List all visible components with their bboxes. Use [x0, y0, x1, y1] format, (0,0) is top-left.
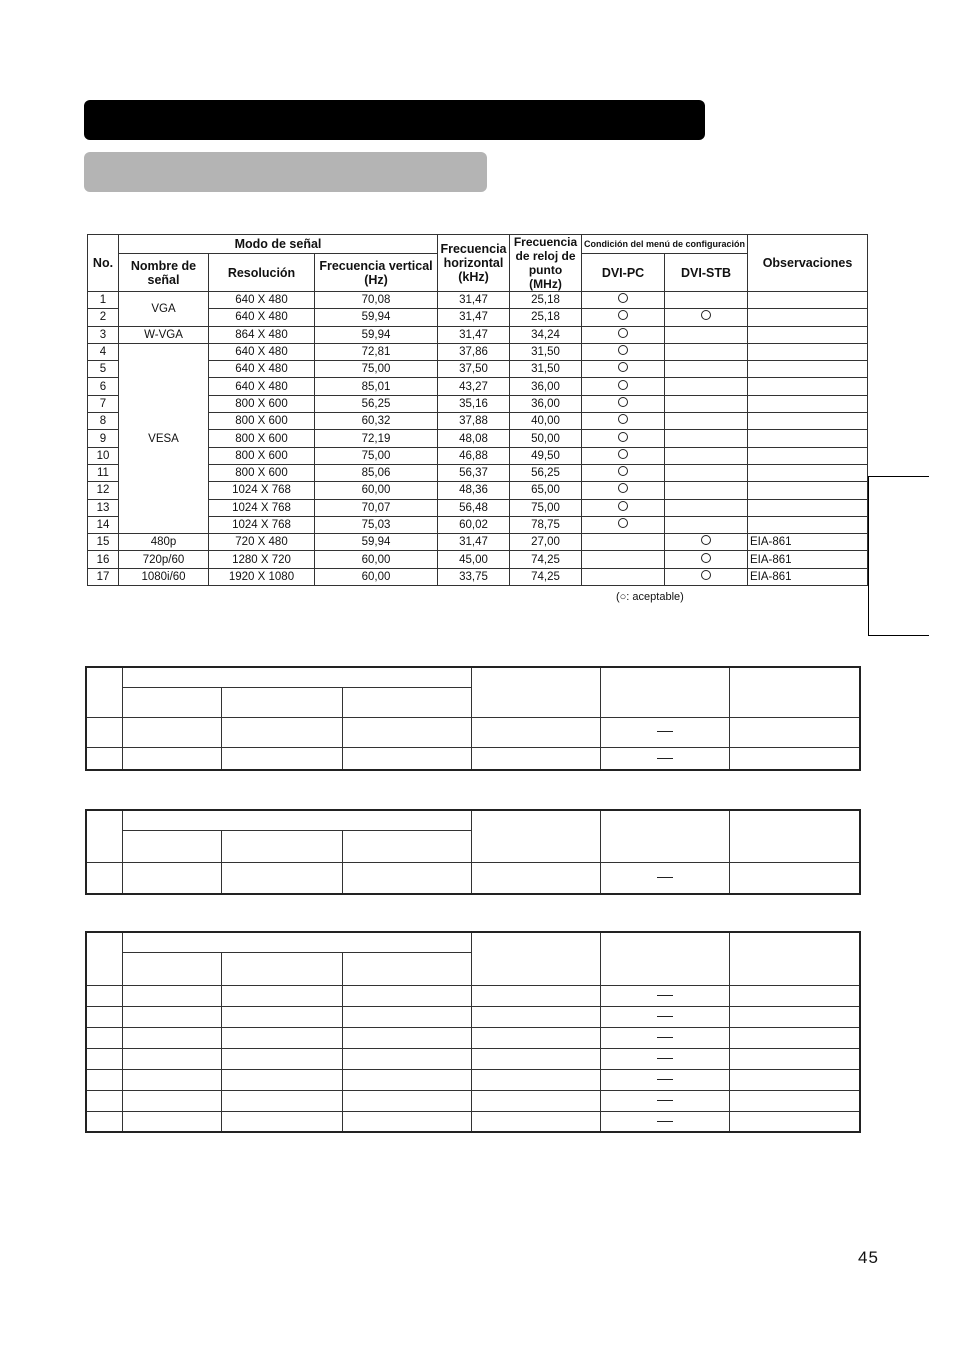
- resolution: 800 X 600: [209, 413, 315, 430]
- dash-mark: [657, 758, 673, 759]
- row-no: 14: [88, 516, 119, 533]
- dash-mark: [657, 995, 673, 996]
- dot-clock-frequency: 25,18: [510, 309, 582, 326]
- resolution: 800 X 600: [209, 447, 315, 464]
- resolution: 800 X 600: [209, 464, 315, 481]
- dash-mark: [657, 1037, 673, 1038]
- dot-clock-frequency: 75,00: [510, 499, 582, 516]
- horizontal-frequency: 48,08: [438, 430, 510, 447]
- dvi-stb-cell: [665, 430, 748, 447]
- resolution: 640 X 480: [209, 361, 315, 378]
- dash-mark: [657, 1016, 673, 1017]
- dvi-pc-cell: [582, 326, 665, 343]
- resolution: 640 X 480: [209, 292, 315, 309]
- dvi-pc-cell: [582, 361, 665, 378]
- dot-clock-frequency: 25,18: [510, 292, 582, 309]
- acceptable-circle-icon: [618, 380, 628, 390]
- horizontal-frequency: 37,86: [438, 343, 510, 360]
- row-no: 16: [88, 551, 119, 568]
- horizontal-frequency: 35,16: [438, 395, 510, 412]
- vertical-frequency: 56,25: [315, 395, 438, 412]
- signal-name: 720p/60: [119, 551, 209, 568]
- acceptable-circle-icon: [618, 328, 628, 338]
- dvi-stb-cell: [665, 395, 748, 412]
- dvi-pc-cell: [582, 343, 665, 360]
- resolution: 1280 X 720: [209, 551, 315, 568]
- dot-clock-frequency: 74,25: [510, 551, 582, 568]
- dash-mark: [657, 877, 673, 878]
- dvi-pc-cell: [582, 309, 665, 326]
- dot-clock-frequency: 27,00: [510, 534, 582, 551]
- resolution: 640 X 480: [209, 309, 315, 326]
- dvi-stb-cell: [665, 378, 748, 395]
- observations: [748, 292, 868, 309]
- resolution: 1920 X 1080: [209, 568, 315, 585]
- dash-mark: [657, 731, 673, 732]
- vertical-frequency: 72,19: [315, 430, 438, 447]
- row-no: 17: [88, 568, 119, 585]
- row-no: 15: [88, 534, 119, 551]
- vertical-frequency: 75,00: [315, 361, 438, 378]
- dvi-pc-cell: [582, 551, 665, 568]
- acceptable-note: (○: aceptable): [616, 591, 684, 603]
- table-row: [88, 534, 868, 551]
- resolution: 1024 X 768: [209, 516, 315, 533]
- acceptable-circle-icon: [618, 501, 628, 511]
- dvi-stb-cell: [665, 568, 748, 585]
- acceptable-circle-icon: [618, 414, 628, 424]
- signal-name: VESA: [119, 343, 209, 533]
- dvi-stb-cell: [665, 551, 748, 568]
- dvi-stb-cell: [665, 361, 748, 378]
- dot-clock-frequency: 31,50: [510, 343, 582, 360]
- dvi-stb-cell: [665, 464, 748, 481]
- signal-name: VGA: [119, 292, 209, 327]
- vertical-frequency: 59,94: [315, 326, 438, 343]
- row-no: 12: [88, 482, 119, 499]
- dvi-stb-cell: [665, 326, 748, 343]
- vertical-frequency: 60,32: [315, 413, 438, 430]
- signal-table: [87, 234, 868, 586]
- vertical-frequency: 60,00: [315, 551, 438, 568]
- dvi-pc-cell: [582, 516, 665, 533]
- row-no: 13: [88, 499, 119, 516]
- header-dvi-pc: DVI-PC: [582, 254, 665, 292]
- vertical-frequency: 59,94: [315, 309, 438, 326]
- dash-mark: [657, 1100, 673, 1101]
- resolution: 864 X 480: [209, 326, 315, 343]
- acceptable-circle-icon: [701, 535, 711, 545]
- dvi-stb-cell: [665, 309, 748, 326]
- vertical-frequency: 85,01: [315, 378, 438, 395]
- page-number: 45: [858, 1248, 879, 1267]
- dvi-pc-cell: [582, 395, 665, 412]
- resolution: 720 X 480: [209, 534, 315, 551]
- dvi-stb-cell: [665, 516, 748, 533]
- signal-name: 1080i/60: [119, 568, 209, 585]
- observations: [748, 413, 868, 430]
- acceptable-circle-icon: [701, 553, 711, 563]
- acceptable-circle-icon: [618, 466, 628, 476]
- acceptable-circle-icon: [618, 518, 628, 528]
- row-no: 7: [88, 395, 119, 412]
- horizontal-frequency: 31,47: [438, 309, 510, 326]
- vertical-frequency: 75,03: [315, 516, 438, 533]
- observations: [748, 361, 868, 378]
- section-subtitle-bar: [84, 152, 487, 192]
- dot-clock-frequency: 36,00: [510, 378, 582, 395]
- acceptable-circle-icon: [701, 570, 711, 580]
- observations: [748, 326, 868, 343]
- horizontal-frequency: 56,48: [438, 499, 510, 516]
- observations: [748, 378, 868, 395]
- vertical-frequency: 59,94: [315, 534, 438, 551]
- observations: [748, 447, 868, 464]
- row-no: 2: [88, 309, 119, 326]
- acceptable-circle-icon: [618, 397, 628, 407]
- dvi-stb-cell: [665, 534, 748, 551]
- observations: [748, 343, 868, 360]
- dvi-stb-cell: [665, 413, 748, 430]
- dot-clock-frequency: 40,00: [510, 413, 582, 430]
- observations: [748, 482, 868, 499]
- row-no: 6: [88, 378, 119, 395]
- acceptable-circle-icon: [618, 362, 628, 372]
- side-tab: [868, 476, 929, 636]
- observations: [748, 309, 868, 326]
- dvi-stb-cell: [665, 482, 748, 499]
- horizontal-frequency: 31,47: [438, 292, 510, 309]
- dash-mark: [657, 1058, 673, 1059]
- observations: [748, 464, 868, 481]
- dot-clock-frequency: 49,50: [510, 447, 582, 464]
- vertical-frequency: 75,00: [315, 447, 438, 464]
- empty-table-3: [85, 931, 861, 1133]
- observations: EIA-861: [748, 551, 868, 568]
- signal-name: 480p: [119, 534, 209, 551]
- horizontal-frequency: 48,36: [438, 482, 510, 499]
- observations: EIA-861: [748, 534, 868, 551]
- dvi-pc-cell: [582, 378, 665, 395]
- dot-clock-frequency: 36,00: [510, 395, 582, 412]
- table-row: [88, 551, 868, 568]
- row-no: 11: [88, 464, 119, 481]
- row-no: 10: [88, 447, 119, 464]
- dot-clock-frequency: 34,24: [510, 326, 582, 343]
- dvi-pc-cell: [582, 464, 665, 481]
- observations: [748, 395, 868, 412]
- acceptable-circle-icon: [618, 432, 628, 442]
- dvi-pc-cell: [582, 482, 665, 499]
- dot-clock-frequency: 56,25: [510, 464, 582, 481]
- horizontal-frequency: 60,02: [438, 516, 510, 533]
- acceptable-circle-icon: [618, 293, 628, 303]
- row-no: 9: [88, 430, 119, 447]
- dvi-stb-cell: [665, 343, 748, 360]
- dot-clock-frequency: 31,50: [510, 361, 582, 378]
- resolution: 640 X 480: [209, 343, 315, 360]
- observations: [748, 516, 868, 533]
- resolution: 1024 X 768: [209, 482, 315, 499]
- vertical-frequency: 60,00: [315, 568, 438, 585]
- resolution: 1024 X 768: [209, 499, 315, 516]
- section-title-bar: [84, 100, 705, 140]
- dvi-pc-cell: [582, 568, 665, 585]
- header-observaciones: Observaciones: [748, 235, 868, 292]
- row-no: 1: [88, 292, 119, 309]
- dot-clock-frequency: 78,75: [510, 516, 582, 533]
- horizontal-frequency: 46,88: [438, 447, 510, 464]
- vertical-frequency: 70,07: [315, 499, 438, 516]
- vertical-frequency: 70,08: [315, 292, 438, 309]
- header-frec-vertical: Frecuencia vertical (Hz): [315, 254, 438, 292]
- dvi-stb-cell: [665, 447, 748, 464]
- header-modo: Modo de señal: [119, 235, 438, 254]
- acceptable-circle-icon: [618, 483, 628, 493]
- header-frec-reloj: Frecuencia de reloj de punto (MHz): [510, 235, 582, 292]
- table-row: [88, 326, 868, 343]
- horizontal-frequency: 43,27: [438, 378, 510, 395]
- horizontal-frequency: 37,88: [438, 413, 510, 430]
- observations: [748, 430, 868, 447]
- acceptable-circle-icon: [701, 310, 711, 320]
- header-resolucion: Resolución: [209, 254, 315, 292]
- acceptable-circle-icon: [618, 310, 628, 320]
- horizontal-frequency: 45,00: [438, 551, 510, 568]
- resolution: 800 X 600: [209, 395, 315, 412]
- empty-table-2: [85, 809, 861, 895]
- dvi-pc-cell: [582, 447, 665, 464]
- header-dvi-stb: DVI-STB: [665, 254, 748, 292]
- header-condicion: Condición del menú de configuración: [582, 235, 748, 254]
- row-no: 5: [88, 361, 119, 378]
- dot-clock-frequency: 65,00: [510, 482, 582, 499]
- table-row: [88, 343, 868, 360]
- row-no: 3: [88, 326, 119, 343]
- observations: EIA-861: [748, 568, 868, 585]
- dvi-stb-cell: [665, 292, 748, 309]
- horizontal-frequency: 33,75: [438, 568, 510, 585]
- row-no: 4: [88, 343, 119, 360]
- resolution: 800 X 600: [209, 430, 315, 447]
- signal-name: W-VGA: [119, 326, 209, 343]
- dvi-pc-cell: [582, 499, 665, 516]
- dash-mark: [657, 1079, 673, 1080]
- row-no: 8: [88, 413, 119, 430]
- dot-clock-frequency: 50,00: [510, 430, 582, 447]
- dvi-pc-cell: [582, 430, 665, 447]
- dvi-pc-cell: [582, 534, 665, 551]
- dvi-pc-cell: [582, 413, 665, 430]
- horizontal-frequency: 56,37: [438, 464, 510, 481]
- horizontal-frequency: 31,47: [438, 326, 510, 343]
- header-nombre: Nombre de señal: [119, 254, 209, 292]
- dvi-pc-cell: [582, 292, 665, 309]
- acceptable-circle-icon: [618, 345, 628, 355]
- vertical-frequency: 85,06: [315, 464, 438, 481]
- horizontal-frequency: 31,47: [438, 534, 510, 551]
- header-no: No.: [88, 235, 119, 292]
- vertical-frequency: 60,00: [315, 482, 438, 499]
- header-frec-horizontal: Frecuencia horizontal (kHz): [438, 235, 510, 292]
- observations: [748, 499, 868, 516]
- table-row: [88, 568, 868, 585]
- dvi-stb-cell: [665, 499, 748, 516]
- table-row: [88, 292, 868, 309]
- vertical-frequency: 72,81: [315, 343, 438, 360]
- dash-mark: [657, 1121, 673, 1122]
- empty-table-1: [85, 666, 861, 771]
- dot-clock-frequency: 74,25: [510, 568, 582, 585]
- resolution: 640 X 480: [209, 378, 315, 395]
- acceptable-circle-icon: [618, 449, 628, 459]
- horizontal-frequency: 37,50: [438, 361, 510, 378]
